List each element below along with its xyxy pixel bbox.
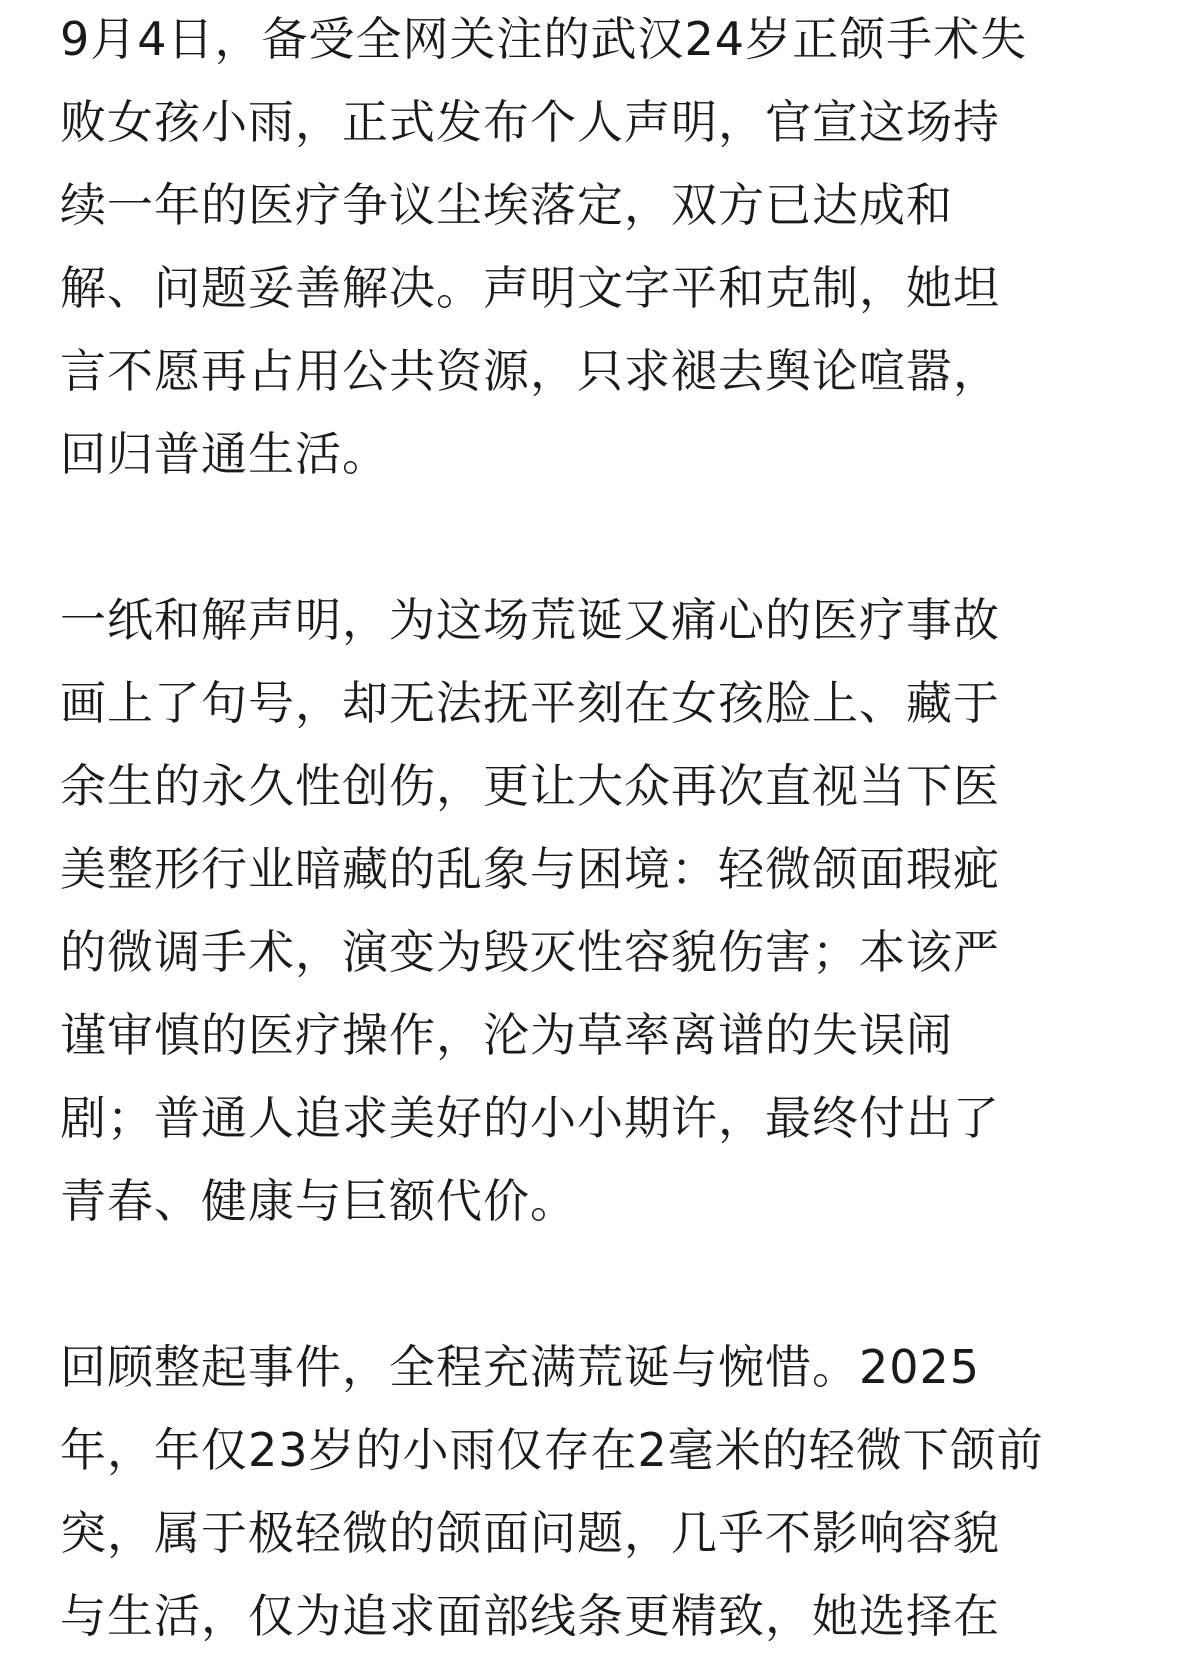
text-line: 9月4日，备受全网关注的武汉24岁正颌手术失 [60,12,1028,66]
text-line: 美整形行业暗藏的乱象与困境：轻微颌面瑕疵 [60,842,1000,896]
paragraph-spacer [60,1243,1130,1326]
article-body [60,0,1130,1658]
paragraph-3 [60,1326,1130,1658]
text-line: 回顾整起事件，全程充满荒诞与惋惜。2025 [60,1340,981,1394]
text-line: 突，属于极轻微的颌面问题，几乎不影响容貌 [60,1506,1000,1560]
text-line: 剧；普通人追求美好的小小期许，最终付出了 [60,1091,1000,1145]
paragraph-spacer [60,496,1130,579]
paragraph-2 [60,579,1130,1243]
text-line: 败女孩小雨，正式发布个人声明，官宣这场持 [60,95,1000,149]
text-line: 谨审慎的医疗操作，沦为草率离谱的失误闹 [60,1008,953,1062]
text-line: 年，年仅23岁的小雨仅存在2毫米的轻微下颌前 [60,1423,1044,1477]
text-line: 解、问题妥善解决。声明文字平和克制，她坦 [60,261,1000,315]
text-line: 回归普通生活。 [60,427,389,481]
paragraph-1 [60,0,1130,496]
text-line: 一纸和解声明，为这场荒诞又痛心的医疗事故 [60,593,1000,647]
text-line: 青春、健康与巨额代价。 [60,1174,577,1228]
text-line: 余生的永久性创伤，更让大众再次直视当下医 [60,759,1000,813]
text-line: 的微调手术，演变为毁灭性容貌伤害；本该严 [60,925,1000,979]
text-line: 言不愿再占用公共资源，只求褪去舆论喧嚣， [60,344,1000,398]
text-line: 续一年的医疗争议尘埃落定，双方已达成和 [60,178,953,232]
text-line: 画上了句号，却无法抚平刻在女孩脸上、藏于 [60,676,1000,730]
text-line: 与生活，仅为追求面部线条更精致，她选择在 [60,1589,1000,1643]
